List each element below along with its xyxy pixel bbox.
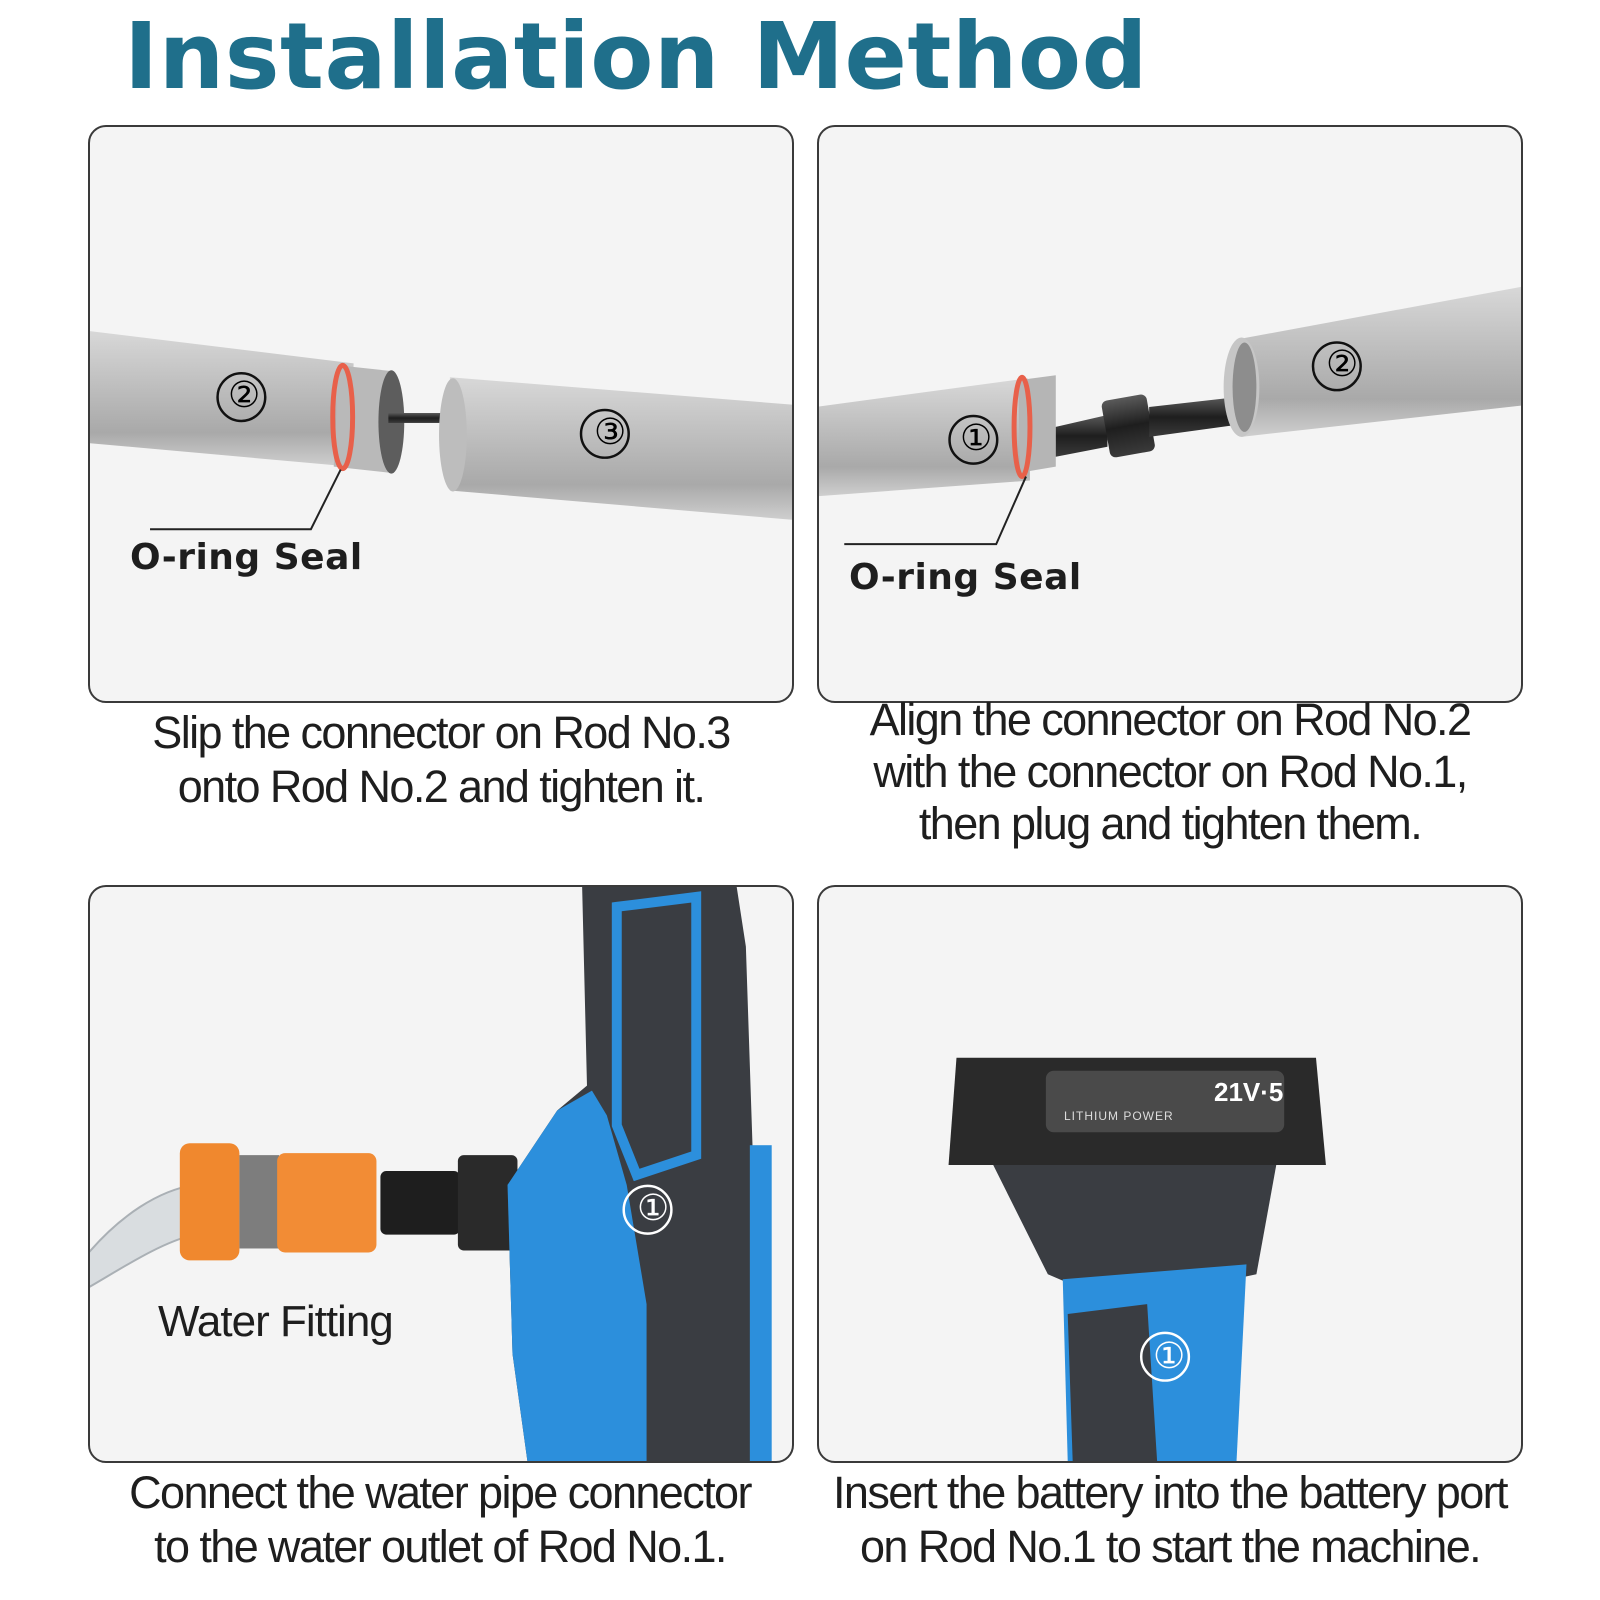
step-1-illustration xyxy=(90,127,792,701)
step-2-caption xyxy=(817,694,1523,850)
callout-line xyxy=(150,470,341,530)
rod-1-thread xyxy=(1018,375,1056,472)
step-3-caption xyxy=(70,1466,810,1574)
hose-shape xyxy=(90,1185,195,1289)
caption-line: Insert the battery into the battery port xyxy=(833,1467,1507,1518)
marker-rod-1: ① xyxy=(960,418,993,459)
rod-2-shape xyxy=(90,331,354,467)
step-3-illustration xyxy=(90,887,792,1461)
marker-rod-3: ③ xyxy=(594,412,627,453)
water-fitting-label: Water Fitting xyxy=(158,1297,393,1346)
caption-line: with the connector on Rod No.1, xyxy=(873,746,1467,797)
battery-brand-label: LITHIUM POWER xyxy=(1064,1109,1174,1123)
adapter-shape xyxy=(380,1171,459,1235)
step-2-illustration xyxy=(819,127,1521,701)
marker-rod-2: ② xyxy=(228,375,261,416)
fitting-right xyxy=(277,1153,376,1252)
step-4-caption xyxy=(790,1466,1550,1574)
o-ring-label: O-ring Seal xyxy=(130,537,363,578)
page-title: Installation Method xyxy=(124,3,1148,110)
o-ring-label: O-ring Seal xyxy=(849,557,1082,598)
fitting-left xyxy=(180,1143,240,1260)
caption-line: Connect the water pipe connector xyxy=(129,1467,751,1518)
step-4-panel xyxy=(817,885,1523,1463)
caption-line: onto Rod No.2 and tighten it. xyxy=(177,761,705,812)
caption-line: Align the connector on Rod No.2 xyxy=(869,694,1471,745)
battery-voltage-label: 21V·5 xyxy=(1214,1077,1284,1107)
marker-rod-1: ① xyxy=(637,1188,670,1229)
caption-line: to the water outlet of Rod No.1. xyxy=(154,1521,726,1572)
step-1-caption xyxy=(88,706,794,814)
marker-rod-2: ② xyxy=(1326,344,1359,385)
rod-1-shape xyxy=(819,378,1030,496)
marker-rod-1: ① xyxy=(1153,1336,1186,1377)
caption-line: then plug and tighten them. xyxy=(918,798,1422,849)
step-2-panel xyxy=(817,125,1523,703)
rod-2-shape xyxy=(1237,286,1521,437)
caption-line: Slip the connector on Rod No.3 xyxy=(152,707,730,758)
step-3-panel xyxy=(88,885,794,1463)
caption-line: on Rod No.1 to start the machine. xyxy=(859,1521,1481,1572)
connector-shape xyxy=(1056,415,1108,457)
step-1-panel xyxy=(88,125,794,703)
